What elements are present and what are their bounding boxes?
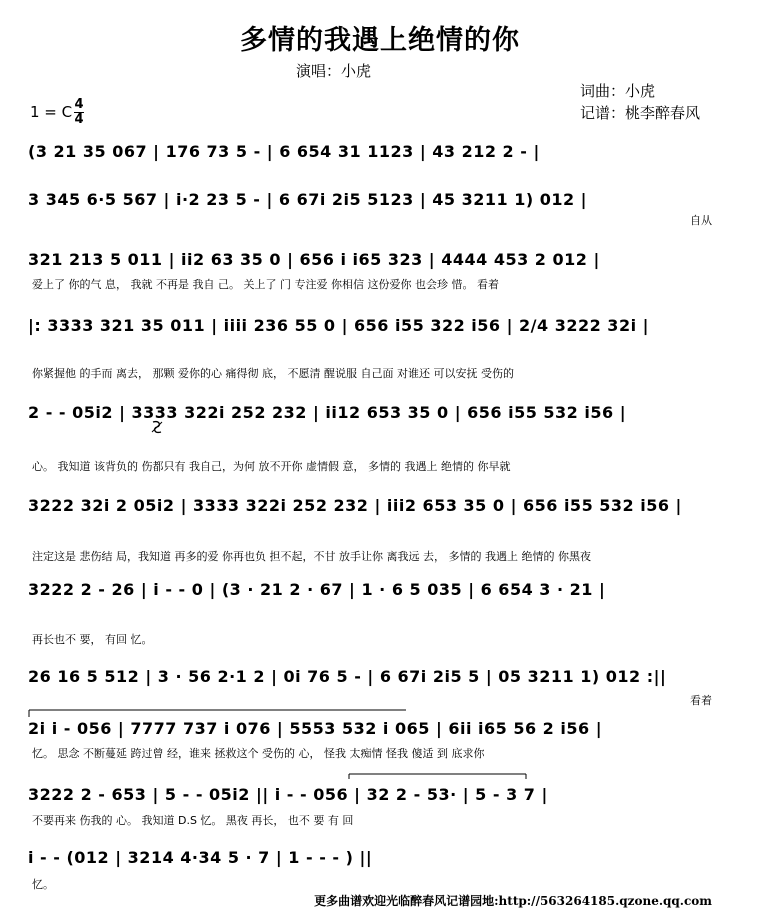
singer-credit: 演唱：小虎 — [296, 62, 372, 80]
lyrics-music-credit: 词曲：小虎 — [580, 82, 656, 100]
score-line-4: |: 3333 321 35 011 | iiii 236 55 0 | 656 i55 322 i56 | 2/4 3222 32i | — [28, 316, 649, 335]
lyric-line-6: 注定这是 悲伤结 局，我知道 再多的爱 你再也负 担不起，不甘 放手让你 离我远 去， 多情的 我遇上 绝情的 你黑夜 — [32, 550, 591, 563]
triplet-bracket-icon — [348, 768, 528, 780]
score-line-8: 26 16 5 512 | 3 · 56 2·1 2 | 0i 76 5 - | 6 67i 2i5 5 | 05 3211 1) 012 :|| — [28, 667, 667, 686]
lyric-line-4: 你紧握他 的手而 离去， 那颗 爱你的心 痛得彻 底， 不愿清 醒说服 自己面 对谁还 可以安抚 受伤的 — [32, 367, 514, 380]
lyric-line-7: 再长也不 要， 有回 忆。 — [32, 633, 153, 646]
lyric-line-9: 忆。 思念 不断蔓延 跨过曾 经，谁来 拯救这个 受伤的 心， 怪我 太痴情 怪我 傻适 到 底求你 — [32, 747, 485, 760]
score-line-7: 3222 2 - 26 | i - - 0 | (3 · 21 2 · 67 | 1 · 6 5 035 | 6 654 3 · 21 | — [28, 580, 606, 599]
time-signature-bottom: 4 — [74, 112, 84, 127]
score-line-11: i - - (012 | 3214 4·34 5 · 7 | 1 - - - ) || — [28, 848, 373, 867]
score-line-3: 321 213 5 011 | ii2 63 35 0 | 656 i i65 323 | 4444 453 2 012 | — [28, 250, 600, 269]
score-line-9: 2i i - 056 | 7777 737 i 076 | 5553 532 i 065 | 6ii i65 56 2 i56 | — [28, 719, 603, 738]
lyric-line-8: 看着 — [690, 694, 712, 707]
song-title: 多情的我遇上绝情的你 — [240, 25, 520, 56]
lyric-line-11: 忆。 — [32, 878, 54, 891]
lyric-line-3: 爱上了 你的气 息， 我就 不再是 我自 己。 关上了 门 专注爱 你相信 这份爱你 也会珍 惜。 看着 — [32, 278, 499, 291]
segno-icon — [150, 420, 164, 434]
notation-credit: 记谱：桃李醉春风 — [580, 104, 701, 122]
score-line-6: 3222 32i 2 05i2 | 3333 322i 252 232 | iii2 653 35 0 | 656 i55 532 i56 | — [28, 496, 682, 515]
lyric-line-5: 心。 我知道 该背负的 伤都只有 我自己，为何 放不开你 虚情假 意， 多情的 我遇上 绝情的 你早就 — [32, 460, 511, 473]
key-signature: 1 = C — [30, 103, 73, 121]
lyric-line-10: 不要再来 伤我的 心。 我知道 D.S 忆。 黑夜 再长， 也不 要 有 回 — [32, 814, 354, 827]
score-line-2: 3 345 6·5 567 | i·2 23 5 - | 6 67i 2i5 5123 | 45 3211 1) 012 | — [28, 190, 588, 209]
time-signature-top: 4 — [74, 97, 84, 112]
score-line-5: 2 - - 05i2 | 3333 322i 252 232 | ii12 653 35 0 | 656 i55 532 i56 | — [28, 403, 627, 422]
lyric-line-2: 自从 — [690, 214, 712, 227]
volta-bracket-icon — [28, 704, 408, 718]
score-line-10: 3222 2 - 653 | 5 - - 05i2 || i - - 056 | 32 2 - 53· | 5 - 3 7 | — [28, 785, 548, 804]
score-line-1: (3 21 35 067 | 176 73 5 - | 6 654 31 1123 | 43 212 2 - | — [28, 142, 540, 161]
time-signature — [74, 98, 84, 127]
footer-credit-link[interactable]: 更多曲谱欢迎光临醉春风记谱园地:http://563264185.qzone.qq.com — [314, 894, 712, 908]
